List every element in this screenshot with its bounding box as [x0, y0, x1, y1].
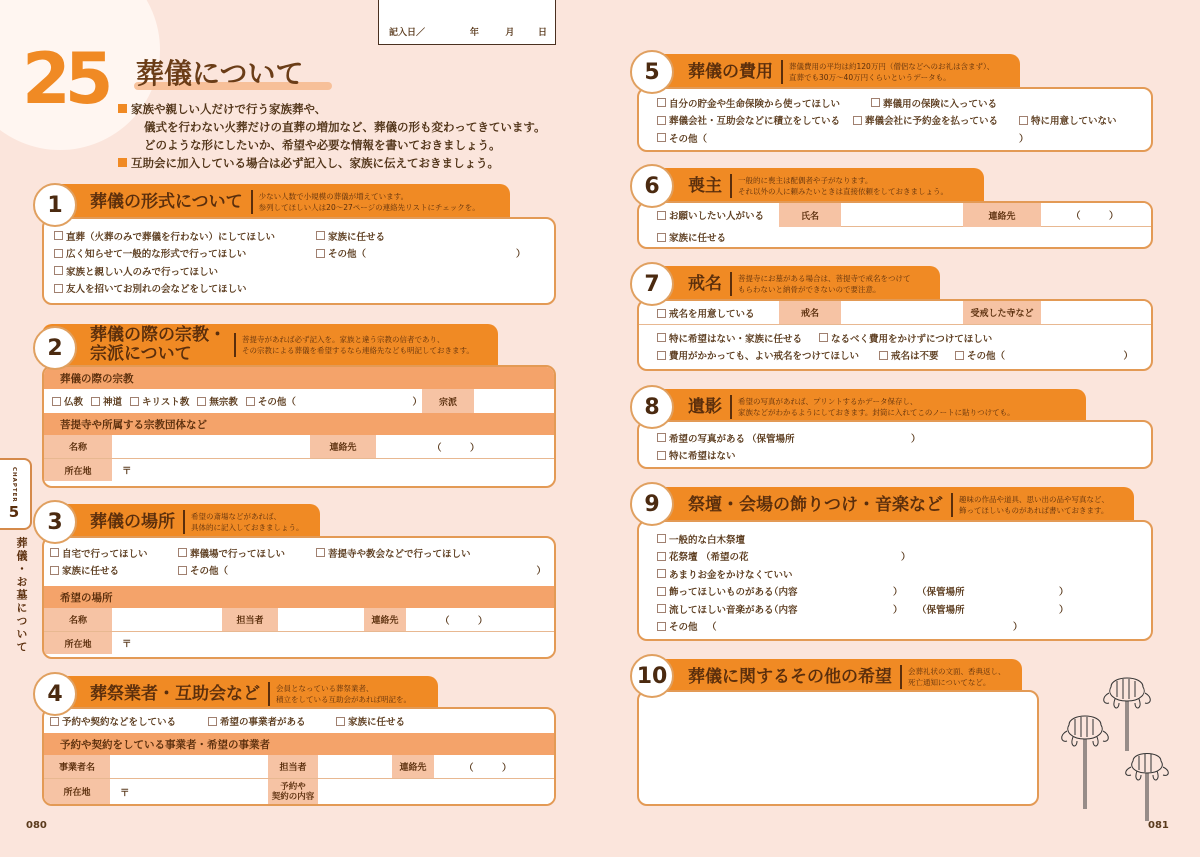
religion-buddhism[interactable]: 仏教	[52, 392, 83, 410]
section-note: 趣味の作品や道具、思い出の品や写真など、 飾ってほしいものがあれば書いておきます。	[959, 495, 1109, 515]
divider	[183, 510, 185, 534]
contract-label: 予約や 契約の内容	[268, 779, 318, 804]
contact-label: 連絡先	[392, 755, 434, 778]
checkbox[interactable]	[54, 231, 63, 240]
temple-field[interactable]	[1041, 301, 1151, 324]
contact-label: 連絡先	[310, 435, 376, 458]
section-number-6: 6	[630, 164, 674, 208]
option-farewell-party[interactable]: 友人を招いてお別れの会などをしてほしい	[54, 280, 316, 298]
place-name-field[interactable]	[112, 608, 222, 631]
divider	[900, 665, 902, 689]
section-number-1: 1	[33, 183, 77, 227]
portrait-no-preference[interactable]: 特に希望はない	[657, 447, 1151, 465]
chapter-number: 25	[22, 38, 108, 120]
place-other[interactable]: その他（	[178, 562, 228, 580]
person-label: 担当者	[222, 608, 278, 631]
divider	[730, 395, 732, 419]
religion-none[interactable]: 無宗教	[197, 392, 238, 410]
section-title: 葬儀の費用	[688, 61, 773, 82]
contract-field[interactable]	[318, 779, 554, 804]
person-label: 担当者	[268, 755, 318, 778]
chrysanthemum-illustration-icon	[1055, 665, 1175, 825]
place-address-field[interactable]: 〒	[112, 632, 554, 654]
section-note: 一般的に喪主は配偶者や子がなります。 それ以外の人に頼みたいときは直接依頼をしておきましょう。	[738, 176, 948, 196]
section-7-header	[640, 266, 940, 302]
section-number-2: 2	[33, 326, 77, 370]
decor-other[interactable]: その他	[657, 618, 707, 636]
portrait-has-photo[interactable]: 希望の写真がある	[657, 429, 747, 447]
chief-mourner-contact-field[interactable]: （ ）	[1041, 203, 1151, 227]
section-title: 葬儀の形式について	[90, 191, 243, 212]
section-title: 葬儀の場所	[90, 511, 175, 532]
section-3-header	[42, 504, 320, 540]
section-number-9: 9	[630, 482, 674, 526]
section-6-box	[637, 201, 1153, 249]
kaimyo-low-cost[interactable]: なるべく費用をかけずにつけてほしい	[819, 329, 992, 347]
section-title: 葬儀に関するその他の希望	[688, 666, 892, 687]
checkbox[interactable]	[316, 249, 325, 258]
page-title: 葬儀について	[136, 57, 304, 90]
chief-mourner-name-field[interactable]	[841, 203, 963, 227]
name-label: 名称	[44, 608, 112, 631]
chapter-side-title: 葬儀・お墓について	[15, 537, 28, 654]
religion-other[interactable]: その他（	[246, 392, 296, 410]
section-number-7: 7	[630, 262, 674, 306]
address-label: 所在地	[44, 459, 112, 481]
section-title: 葬祭業者・互助会など	[90, 683, 260, 704]
decor-items[interactable]: 飾ってほしいものがある	[657, 583, 769, 601]
bullet-icon	[118, 158, 127, 167]
music[interactable]: 流してほしい音楽がある	[657, 600, 769, 618]
divider	[730, 174, 732, 198]
section-1-box	[42, 217, 556, 305]
vendor-contact-field[interactable]: （ ）	[434, 755, 554, 778]
kaimyo-good-name[interactable]: 費用がかかっても、よい戒名をつけてほしい	[657, 347, 879, 365]
section-note: 菩提寺があれば必ず記入を。家族と違う宗教の信者であり、 その宗教による葬儀を希望するなら連絡先なども明記しておきます。	[242, 335, 474, 355]
name-label: 名称	[44, 435, 112, 458]
date-label: 記入日／	[389, 28, 426, 38]
cost-not-prepared[interactable]: 特に用意していない	[1019, 112, 1117, 130]
section-4-box	[42, 707, 556, 806]
intro-text: 家族や親しい人だけで行う家族葬や、 儀式を行わない火葬だけの直葬の増加など、葬儀の形も変わってきています。 どのような形にしたいか、希望や必要な情報を書いておきましょう。 互助会に加入している場合は必ず記入し、家族に伝えておきましょう。	[118, 100, 545, 172]
section-6-header	[640, 168, 984, 204]
checkbox[interactable]	[316, 231, 325, 240]
section-note: 希望の写真があれば、プリントするかデータ保存し、 家族などがわかるようにしておきます。封筒に入れてこのノートに貼りつけても。	[738, 397, 1015, 417]
name-label: 氏名	[779, 203, 841, 227]
religion-christianity[interactable]: キリスト教	[130, 392, 189, 410]
section-number-8: 8	[630, 385, 674, 429]
place-funeral-hall[interactable]: 葬儀場で行ってほしい	[178, 544, 316, 562]
month-label: 月	[505, 28, 515, 38]
section-note: 葬儀費用の平均は約120万円（僧侶などへのお礼は含まず）、 直葬でも30万〜40万円くらいというデータも。	[789, 62, 995, 82]
section-number-4: 4	[33, 672, 77, 716]
sect-label: 宗派	[422, 389, 474, 413]
temple-label: 受戒した寺など	[963, 301, 1041, 324]
kaimyo-other[interactable]: その他（	[955, 347, 1005, 365]
temple-address-field[interactable]: 〒	[112, 459, 554, 481]
section-title: 葬儀の際の宗教・ 宗派について	[90, 325, 226, 364]
section-note: 希望の斎場などがあれば、 具体的に記入しておきましょう。	[191, 512, 304, 532]
vendor-address-field[interactable]: 〒	[110, 779, 268, 804]
altar-flower[interactable]: 花祭壇	[657, 548, 701, 566]
section-note: 少ない人数で小規模の葬儀が増えています。 参列してほしい人は20〜27ページの連絡先リストにチェックを。	[258, 192, 480, 212]
cost-mutual-aid-savings[interactable]: 葬儀会社・互助会などに積立をしている	[657, 112, 853, 130]
place-temple-church[interactable]: 菩提寺や教会などで行ってほしい	[316, 544, 471, 562]
section-2-box: 葬儀の際の宗教 仏教 神道 キリスト教 無宗教 その他（ ） 宗派 菩提寺や所属する宗教団体など 名称 連絡先 （ ） 所在地 〒	[42, 365, 556, 488]
cost-prepaid[interactable]: 葬儀会社に予約金を払っている	[853, 112, 1019, 130]
section-note: 菩提寺にお墓がある場合は、菩提寺で戒名をつけて もらわないと納骨ができないので要注意。	[738, 274, 911, 294]
place-contact-field[interactable]: （ ）	[406, 608, 554, 631]
section-5-box: 自分の貯金や生命保険から使ってほしい 葬儀用の保険に入っている 葬儀会社・互助会などに積立をしている 葬儀会社に予約金を払っている 特に用意していない その他（ ）	[637, 87, 1153, 152]
vendor-leave-to-family[interactable]: 家族に任せる	[336, 712, 405, 730]
section-5-header	[640, 54, 1020, 90]
vendor-contracted[interactable]: 予約や契約などをしている	[50, 712, 208, 730]
divider	[268, 682, 270, 706]
section-number-10: 10	[630, 654, 674, 698]
cost-own-savings[interactable]: 自分の貯金や生命保険から使ってほしい	[657, 94, 871, 112]
kaimyo-not-needed[interactable]: 戒名は不要	[879, 347, 955, 365]
divider	[781, 60, 783, 84]
option-direct-cremation[interactable]: 直葬（火葬のみで葬儀を行わない）にしてほしい	[54, 227, 316, 245]
section-number-5: 5	[630, 50, 674, 94]
page-number-left: 080	[26, 820, 47, 831]
contact-label: 連絡先	[364, 608, 406, 631]
place-person-field[interactable]	[278, 608, 364, 631]
section-note: 会員となっている葬祭業者、 積立をしている互助会があれば明記を。	[276, 684, 411, 704]
section-number-3: 3	[33, 500, 77, 544]
vendor-band: 予約や契約をしている事業者・希望の事業者	[44, 733, 554, 755]
religion-shinto[interactable]: 神道	[91, 392, 122, 410]
chapter-tab: CHAPTER 5	[0, 458, 32, 530]
other-wishes-textarea[interactable]	[637, 690, 1039, 806]
desired-place-band: 希望の場所	[44, 586, 554, 608]
section-3-box: 自宅で行ってほしい 葬儀場で行ってほしい 菩提寺や教会などで行ってほしい 家族に任せる その他（ ） 希望の場所 名称 担当者 連絡先 （ ） 所在地 〒	[42, 536, 556, 659]
section-note: 会葬礼状の文面、香典返し、 死亡通知についてなど。	[908, 667, 1006, 687]
company-field[interactable]	[110, 755, 268, 778]
section-title: 戒名	[688, 273, 722, 294]
temple-name-field[interactable]	[112, 435, 310, 458]
temple-contact-field[interactable]: （ ）	[376, 435, 554, 458]
checkbox[interactable]	[54, 249, 63, 258]
kaimyo-prepared[interactable]: 戒名を用意している	[639, 301, 779, 325]
vendor-person-field[interactable]	[318, 755, 392, 778]
section-1-header	[42, 184, 510, 220]
kaimyo-field[interactable]	[841, 301, 963, 324]
divider	[951, 493, 953, 517]
option-general-funeral[interactable]: 広く知らせて一般的な形式で行ってほしい	[54, 245, 316, 263]
address-label: 所在地	[44, 779, 110, 804]
section-8-box: 希望の写真がある （保管場所 ） 特に希望はない	[637, 420, 1153, 469]
option-leave-to-family[interactable]: 家族に任せる	[316, 227, 526, 245]
section-title: 祭壇・会場の飾りつけ・音楽など	[688, 494, 943, 515]
day-label: 日	[537, 28, 547, 38]
checkbox[interactable]	[54, 266, 63, 275]
divider	[234, 333, 236, 357]
cost-funeral-insurance[interactable]: 葬儀用の保険に入っている	[871, 94, 997, 112]
divider	[730, 272, 732, 296]
section-9-box: 一般的な白木祭壇 花祭壇 （希望の花 ） あまりお金をかけなくていい 飾ってほしいものがある （内容 ） （保管場所 ） 流してほしい音楽がある （内容 ） （保管場所 ） その他 （ ）	[637, 520, 1153, 641]
chief-mourner-leave-to-family[interactable]: 家族に任せる	[639, 227, 1151, 247]
page-number-right: 081	[1148, 820, 1169, 831]
kaimyo-label: 戒名	[779, 301, 841, 324]
divider	[251, 190, 253, 214]
kaimyo-no-preference[interactable]: 特に希望はない・家族に任せる	[657, 329, 819, 347]
section-7-box: 戒名を用意している 戒名 受戒した寺など 特に希望はない・家族に任せる なるべく費用をかけずにつけてほしい 費用がかかっても、よい戒名をつけてほしい 戒名は不要 その他（ ）	[637, 299, 1153, 371]
place-home[interactable]: 自宅で行ってほしい	[50, 544, 178, 562]
bullet-icon	[118, 104, 127, 113]
vendor-preferred[interactable]: 希望の事業者がある	[208, 712, 336, 730]
company-label: 事業者名	[44, 755, 110, 778]
year-label: 年	[469, 28, 479, 38]
temple-band: 菩提寺や所属する宗教団体など	[44, 413, 554, 435]
section-2-header	[42, 324, 498, 366]
section-title: 遺影	[688, 396, 722, 417]
place-leave-to-family[interactable]: 家族に任せる	[50, 562, 178, 580]
entry-date-box[interactable]	[378, 0, 556, 45]
contact-label: 連絡先	[963, 203, 1041, 227]
cost-other[interactable]: その他（	[657, 129, 1019, 147]
section-title: 喪主	[688, 175, 722, 196]
section-9-header	[640, 487, 1134, 523]
chief-mourner-requested[interactable]: お願いしたい人がいる	[639, 203, 779, 227]
altar-low-cost[interactable]: あまりお金をかけなくていい	[657, 565, 1151, 583]
option-family-only[interactable]: 家族と親しい人のみで行ってほしい	[54, 262, 316, 280]
checkbox[interactable]	[54, 284, 63, 293]
sect-field[interactable]	[474, 389, 554, 413]
option-other[interactable]: その他（ ）	[316, 245, 526, 263]
religion-band: 葬儀の際の宗教	[44, 367, 554, 389]
altar-white-wood[interactable]: 一般的な白木祭壇	[657, 530, 1151, 548]
address-label: 所在地	[44, 632, 112, 654]
